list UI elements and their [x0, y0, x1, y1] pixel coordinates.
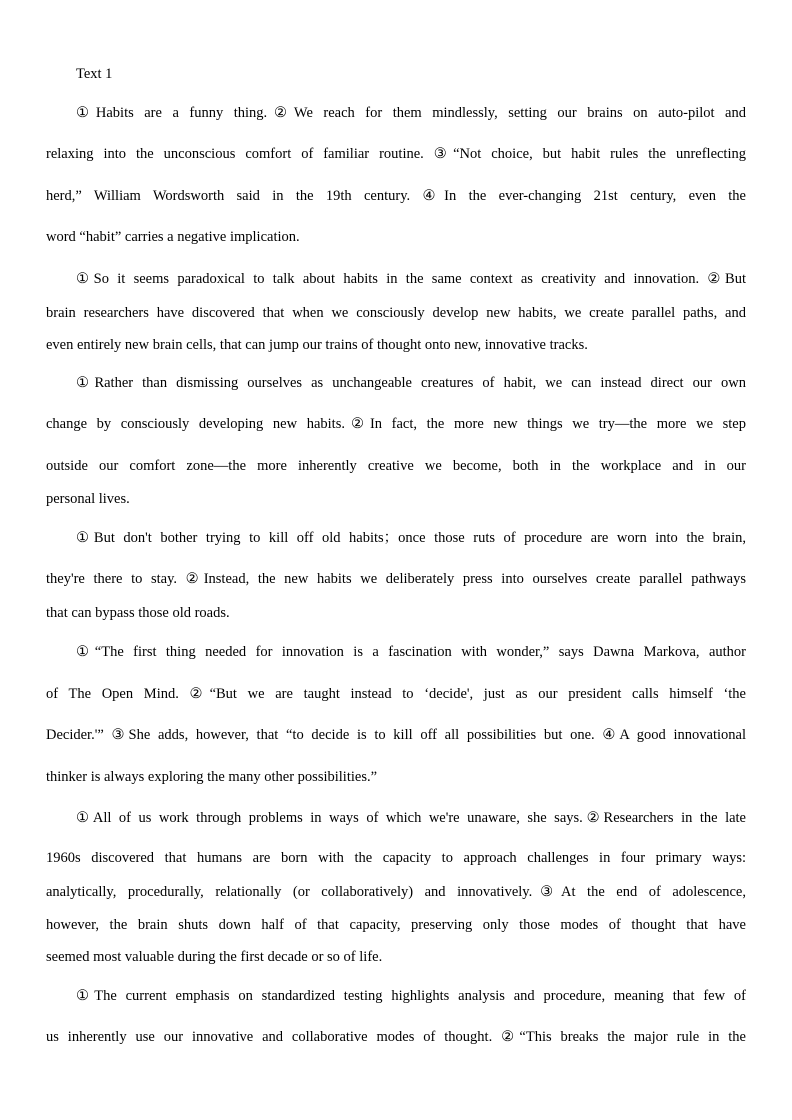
- text-line: however, the brain shuts down half of that capacity, preserving only those modes of thought that have: [46, 917, 746, 933]
- text-line: us inherently use our innovative and collaborative modes of thought. ②“This breaks the major rule in the: [46, 1029, 746, 1045]
- text-line: word “habit” carries a negative implication.: [46, 229, 300, 245]
- text-line: ①All of us work through problems in ways of which we're unaware, she says.②Researchers in the late: [76, 810, 746, 826]
- text-line: 1960s discovered that humans are born with the capacity to approach challenges in four primary ways:: [46, 850, 746, 866]
- text-line: herd,” William Wordsworth said in the 19th century. ④In the ever-changing 21st century, even the: [46, 188, 746, 204]
- text-line: ①Habits are a funny thing.②We reach for them mindlessly, setting our brains on auto-pilot and: [76, 105, 746, 121]
- text-line: that can bypass those old roads.: [46, 605, 230, 621]
- text-line: ①The current emphasis on standardized testing highlights analysis and procedure, meaning that few of: [76, 988, 746, 1004]
- text-line: Decider.'” ③She adds, however, that “to decide is to kill off all possibilities but one. ④A good innovational: [46, 727, 746, 743]
- text-line: ①But don't bother trying to kill off old habits；once those ruts of procedure are worn into the brain,: [76, 530, 746, 546]
- text-line: ①“The first thing needed for innovation is a fascination with wonder,” says Dawna Markova, author: [76, 644, 746, 660]
- text-line: even entirely new brain cells, that can jump our trains of thought onto new, innovative tracks.: [46, 337, 588, 353]
- document-heading: Text 1: [76, 66, 113, 82]
- text-line: ①Rather than dismissing ourselves as unchangeable creatures of habit, we can instead direct our own: [76, 375, 746, 391]
- text-line: of The Open Mind. ②“But we are taught instead to ‘decide', just as our president calls himself ‘the: [46, 686, 746, 702]
- text-line: thinker is always exploring the many other possibilities.”: [46, 769, 378, 785]
- text-line: they're there to stay. ②Instead, the new habits we deliberately press into ourselves create parallel pathways: [46, 571, 746, 587]
- text-line: relaxing into the unconscious comfort of familiar routine. ③“Not choice, but habit rules the unreflecting: [46, 146, 746, 162]
- text-line: outside our comfort zone—the more inherently creative we become, both in the workplace and in our: [46, 458, 746, 474]
- text-line: ①So it seems paradoxical to talk about habits in the same context as creativity and innovation. ②But: [76, 271, 746, 287]
- text-line: personal lives.: [46, 491, 130, 507]
- text-line: seemed most valuable during the first decade or so of life.: [46, 949, 383, 965]
- text-line: brain researchers have discovered that when we consciously develop new habits, we create parallel paths, and: [46, 305, 746, 321]
- text-line: analytically, procedurally, relationally (or collaboratively) and innovatively.③At the end of adolescence,: [46, 884, 746, 900]
- text-line: change by consciously developing new habits.②In fact, the more new things we try—the more we step: [46, 416, 746, 432]
